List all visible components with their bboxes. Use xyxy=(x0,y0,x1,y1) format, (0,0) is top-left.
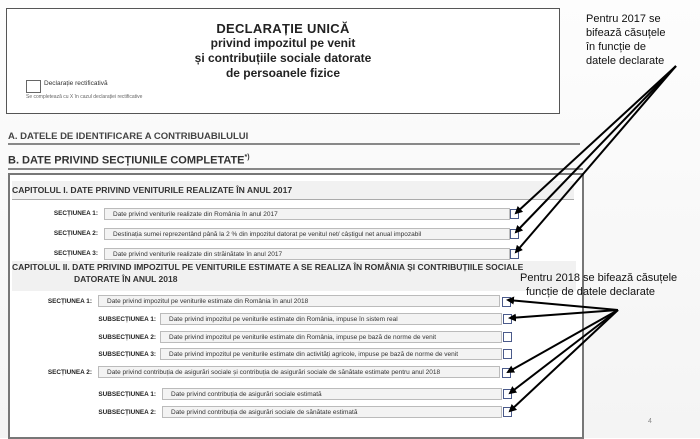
row-field: Destinația sumei reprezentând până la 2 % din impozitul datorat pe venitul net/ câștigul net anual impozabil xyxy=(104,228,510,240)
row-label: SUBSECȚIUNEA 3: xyxy=(98,351,156,358)
row-label: SECȚIUNEA 1: xyxy=(53,210,98,217)
row-label: SECȚIUNEA 2: xyxy=(47,369,92,376)
checkbox-cap2-sec2-sub2[interactable] xyxy=(503,407,512,417)
note-line: bifează căsuțele xyxy=(586,27,666,39)
capitol-2-title-line1: CAPITOLUL II. DATE PRIVIND IMPOZITUL PE VENITURILE ESTIMATE A SE REALIZA ÎN ROMÂNIA ȘI CONTRIBUȚIILE SOCIALE xyxy=(12,262,524,272)
title-line: DECLARAȚIE UNICĂ xyxy=(216,21,350,36)
page-number: 4 xyxy=(648,418,652,425)
title-line: și contribuțiile sociale datorate xyxy=(194,51,372,65)
row-label: SUBSECȚIUNEA 2: xyxy=(98,409,156,416)
checkbox-cap2-sub2[interactable] xyxy=(503,332,512,342)
row-field: Date privind impozitul pe veniturile estimate din România în anul 2018 xyxy=(98,295,500,307)
checkbox-cap1-sec1[interactable] xyxy=(510,209,519,219)
note-line: funcție de datele declarate xyxy=(526,286,656,298)
row-field: Date privind impozitul pe veniturile estimate din activități agricole, impuse pe bază de norme de venit xyxy=(160,348,502,360)
section-b-header xyxy=(8,154,583,170)
title-line: de persoanele fizice xyxy=(225,66,341,80)
row-field: Date privind veniturile realizate din România în anul 2017 xyxy=(104,208,510,220)
row-field: Date privind contribuția de asigurări sociale și contribuția de asigurări sociale de sănătate estimate pentru anul 2018 xyxy=(98,366,500,378)
note-line: Pentru 2017 se xyxy=(586,13,661,25)
note-line: datele declarate xyxy=(586,55,665,67)
row-field: Date privind veniturile realizate din străinătate în anul 2017 xyxy=(104,248,510,260)
checkbox-cap2-sec1[interactable] xyxy=(502,297,511,307)
checkbox-cap1-sec2[interactable] xyxy=(510,229,519,239)
rectificative-checkbox[interactable] xyxy=(26,80,41,93)
row-label: SUBSECȚIUNEA 2: xyxy=(98,334,156,341)
row-label: SUBSECȚIUNEA 1: xyxy=(98,316,156,323)
capitol-1-header: CAPITOLUL I. DATE PRIVIND VENITURILE REALIZATE ÎN ANUL 2017 xyxy=(12,181,574,200)
note-line: Pentru 2018 se bifează căsuțele xyxy=(520,272,678,284)
note-2017 xyxy=(586,12,666,68)
capitol-2-header xyxy=(12,261,576,291)
section-a-header: A. DATELE DE IDENTIFICARE A CONTRIBUABILULUI xyxy=(8,131,580,145)
checkbox-cap2-sec2[interactable] xyxy=(502,368,511,378)
section-b-title: B. DATE PRIVIND SECȚIUNILE COMPLETATE xyxy=(8,154,245,167)
footnote-mark: *) xyxy=(244,154,250,161)
note-line: în funcție de xyxy=(586,41,646,53)
rectificative-label: Declarație rectificativă xyxy=(44,80,108,87)
row-field: Date privind impozitul pe veniturile estimate din România, impuse în sistem real xyxy=(160,313,502,325)
checkbox-cap2-sec2-sub1[interactable] xyxy=(503,389,512,399)
checkbox-cap2-sub1[interactable] xyxy=(503,314,512,324)
row-label: SECȚIUNEA 3: xyxy=(53,250,98,257)
row-field: Date privind contribuția de asigurări sociale de sănătate estimată xyxy=(162,406,502,418)
row-label: SECȚIUNEA 1: xyxy=(47,298,92,305)
note-2018 xyxy=(520,271,698,299)
title-line: privind impozitul pe venit xyxy=(210,36,356,50)
row-field: Date privind impozitul pe veniturile estimate din România, impuse pe bază de norme de venit xyxy=(160,331,502,343)
checkbox-cap1-sec3[interactable] xyxy=(510,249,519,259)
row-field: Date privind contribuția de asigurări sociale estimată xyxy=(162,388,502,400)
declaration-title xyxy=(7,21,559,81)
capitol-2-title-line2: DATORATE ÎN ANUL 2018 xyxy=(74,274,178,284)
row-label: SUBSECȚIUNEA 1: xyxy=(98,391,156,398)
checkbox-cap2-sub3[interactable] xyxy=(503,349,512,359)
row-label: SECȚIUNEA 2: xyxy=(53,230,98,237)
rectificative-note: Se completează cu X în cazul declarației rectificative xyxy=(26,94,143,100)
